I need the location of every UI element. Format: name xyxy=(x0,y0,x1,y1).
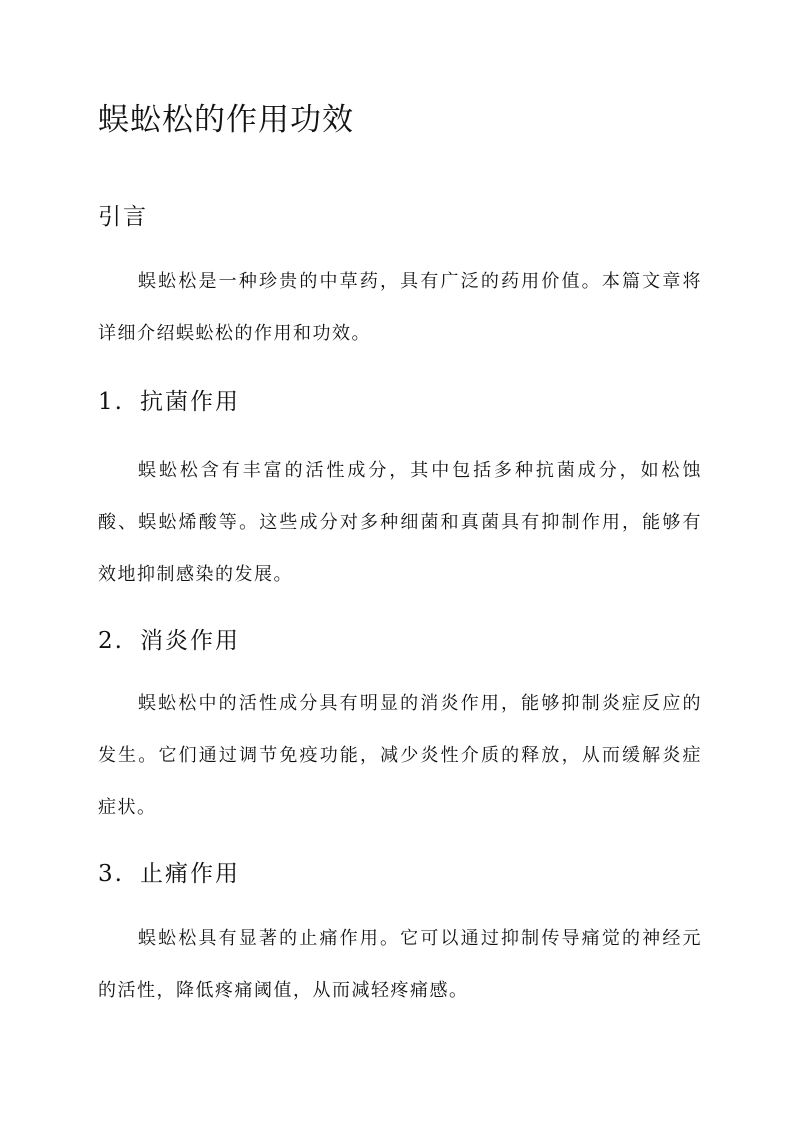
section-1-paragraph: 蜈蚣松含有丰富的活性成分，其中包括多种抗菌成分，如松蚀酸、蜈蚣烯酸等。这些成分对多种细菌和真菌具有抑制作用，能够有效地抑制感染的发展。 xyxy=(98,460,702,585)
document-title: 蜈蚣松的作用功效 xyxy=(98,102,354,138)
section-3-heading xyxy=(98,855,240,888)
section-2-title: 消炎作用 xyxy=(140,628,240,654)
intro-paragraph: 蜈蚣松是一种珍贵的中草药，具有广泛的药用价值。本篇文章将详细介绍蜈蚣松的作用和功效。 xyxy=(98,271,702,344)
section-3-number: 3. xyxy=(98,861,124,887)
section-2-heading xyxy=(98,622,240,655)
section-1-number: 1. xyxy=(98,389,124,415)
section-3-paragraph: 蜈蚣松具有显著的止痛作用。它可以通过抑制传导痛觉的神经元的活性，降低疼痛阈值，从而减轻疼痛感。 xyxy=(98,928,702,1001)
section-1-title: 抗菌作用 xyxy=(140,389,240,415)
intro-heading: 引言 xyxy=(98,204,148,230)
section-2-number: 2. xyxy=(98,628,124,654)
section-1-heading xyxy=(98,383,240,416)
section-2-paragraph: 蜈蚣松中的活性成分具有明显的消炎作用，能够抑制炎症反应的发生。它们通过调节免疫功能，减少炎性介质的释放，从而缓解炎症症状。 xyxy=(98,693,702,818)
section-3-title: 止痛作用 xyxy=(140,861,240,887)
